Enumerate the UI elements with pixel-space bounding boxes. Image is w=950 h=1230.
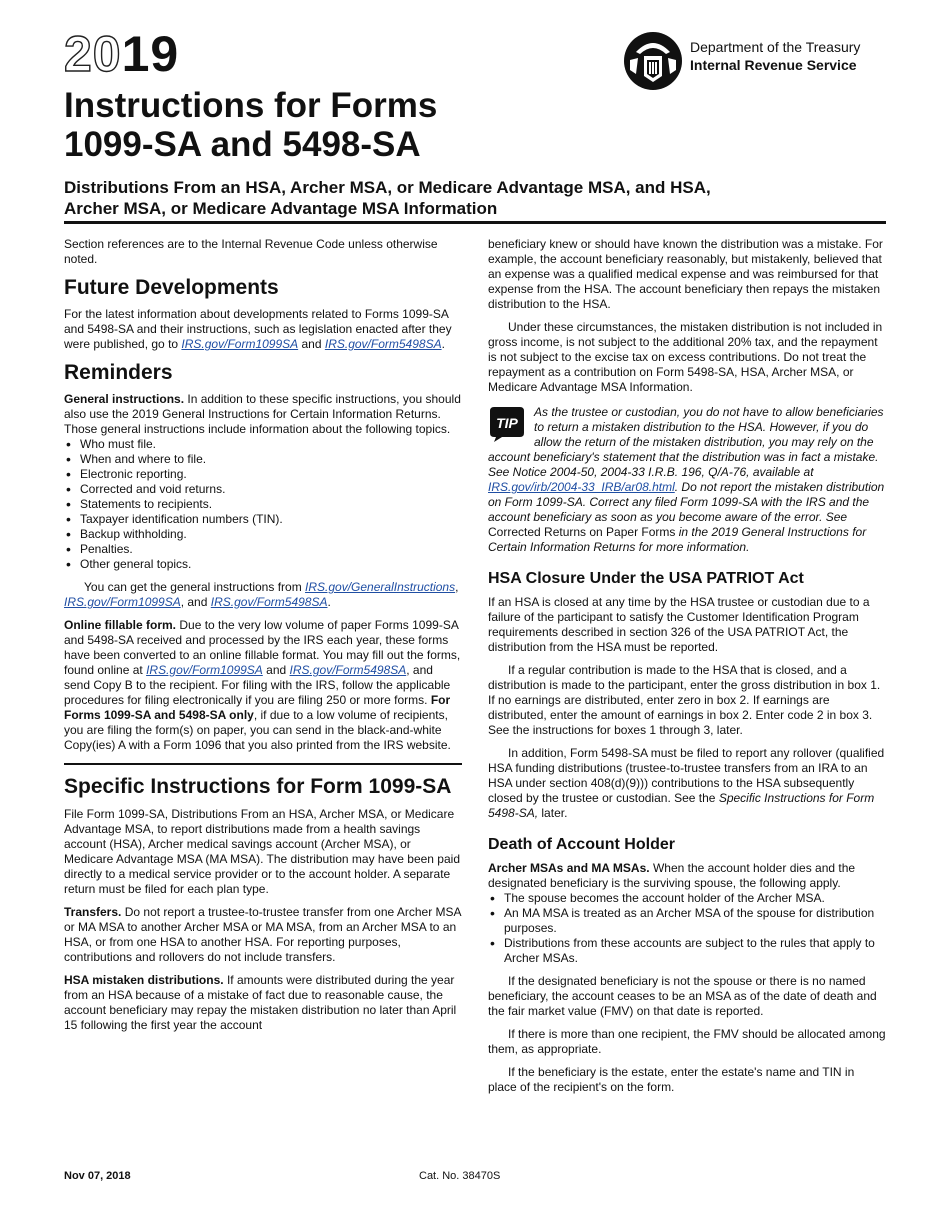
closure-paragraph-1: If an HSA is closed at any time by the HSA trustee or custodian due to a failure of the participant to satisfy the Customer Identification Program requirements described in section 326 of the USA PATRIOT Act, the distribution from the HSA must be reported.: [488, 595, 870, 654]
form-year: 2019: [64, 26, 180, 82]
list-item: • Electronic reporting.: [64, 467, 462, 482]
list-item: • Who must file.: [64, 437, 462, 452]
agency-irs: Internal Revenue Service: [690, 57, 857, 73]
list-item: • The spouse becomes the account holder of the Archer MSA.: [488, 891, 886, 906]
death-heading: Death of Account Holder: [488, 836, 675, 853]
reminders-heading: Reminders: [64, 361, 173, 384]
archer-list: [488, 891, 886, 966]
list-item: • Statements to recipients.: [64, 497, 462, 512]
multiple-recipients-paragraph: If there is more than one recipient, the FMV should be allocated among them, as appropriate.: [488, 1027, 886, 1056]
list-item: • Distributions from these accounts are subject to the rules that apply to Archer MSAs.: [488, 936, 886, 966]
tip-label: TIP: [496, 415, 518, 431]
list-item: • When and where to file.: [64, 452, 462, 467]
closure-paragraph-3: In addition, Form 5498-SA must be filed to report any rollover (qualified HSA funding distributions (trustee-to-trustee transfers from an IRA to an HSA under section 408(d)(9))) contributions to the HSA subsequently closed by the trustee or custodian. See the Specific Instructions for Form 5498-SA, later.: [488, 746, 885, 820]
form5498sa-link[interactable]: IRS.gov/Form5498SA: [324, 337, 442, 351]
page-title: Instructions for Forms 1099-SA and 5498-SA: [64, 86, 438, 164]
irs-eagle-logo-icon: [622, 30, 684, 92]
header-divider: [64, 221, 886, 224]
closure-heading: HSA Closure Under the USA PATRIOT Act: [488, 570, 804, 587]
intro-paragraph: Section references are to the Internal Revenue Code unless otherwise noted.: [64, 237, 438, 266]
footer-date: Nov 07, 2018: [64, 1170, 131, 1182]
archer-paragraph: Archer MSAs and MA MSAs. When the account holder dies and the designated beneficiary is the surviving spouse, the following apply.: [488, 861, 856, 890]
specific-instructions-heading: Specific Instructions for Form 1099-SA: [64, 763, 462, 801]
general-instructions-link[interactable]: IRS.gov/GeneralInstructions: [305, 580, 456, 594]
left-column: [64, 237, 462, 1041]
form5498sa-link[interactable]: IRS.gov/Form5498SA: [289, 663, 407, 677]
agency-block: [622, 30, 861, 97]
page-subtitle: Distributions From an HSA, Archer MSA, or Medicare Advantage MSA, and HSA, Archer MSA, or Medicare Advantage MSA Information: [64, 178, 711, 218]
agency-department: Department of the Treasury: [690, 39, 861, 55]
general-instructions-paragraph: General instructions. In addition to these specific instructions, you should also use the 2019 General Instructions for Certain Information Returns. Those general instructions include information about the following topics.: [64, 392, 461, 436]
right-column: [488, 237, 886, 1103]
irb-link[interactable]: IRS.gov/irb/2004-33_IRB/ar08.html: [488, 480, 675, 494]
form5498sa-link[interactable]: IRS.gov/Form5498SA: [210, 595, 328, 609]
list-item: • Taxpayer identification numbers (TIN).: [64, 512, 462, 527]
list-item: • Other general topics.: [64, 557, 462, 572]
estate-paragraph: If the beneficiary is the estate, enter the estate's name and TIN in place of the recipient's on the form.: [488, 1065, 855, 1094]
topics-list: [64, 437, 462, 572]
list-item: • An MA MSA is treated as an Archer MSA of the spouse for distribution purposes.: [488, 906, 886, 936]
list-item: • Backup withholding.: [64, 527, 462, 542]
tip-icon: [488, 405, 526, 443]
mistaken-distributions-paragraph: HSA mistaken distributions. If amounts were distributed during the year from an HSA because of a mistake of fact due to reasonable cause, the account beneficiary may repay the mistaken distribution no later than April 15 following the first year the account: [64, 973, 457, 1032]
future-developments-heading: Future Developments: [64, 276, 279, 299]
closure-paragraph-2: If a regular contribution is made to the HSA that is closed, and a distribution is made to the participant, enter the gross distribution in box 1. If no earnings are distributed, enter zero in box 2. If earnings are distributed, enter the amount of earnings in box 2. Enter code 2 in box 3. See the instructions for boxes 1 through 3, later.: [488, 663, 881, 737]
not-spouse-paragraph: If the designated beneficiary is not the spouse or there is no named beneficiary, the account ceases to be an MSA as of the date of death and the fair market value (FMV) on that date is reported.: [488, 974, 877, 1018]
specific-instructions-paragraph: File Form 1099-SA, Distributions From an HSA, Archer MSA, or Medicare Advantage MSA, to report distributions made from a health savings account (HSA), Archer medical savings account (Archer MSA), or Medicare Advantage MSA (MA MSA). The distribution may have been paid directly to a medical service provider or to the account holder. A separate return must be filed for each plan type.: [64, 807, 460, 896]
list-item: • Penalties.: [64, 542, 462, 557]
form1099sa-link[interactable]: IRS.gov/Form1099SA: [146, 663, 263, 677]
continued-paragraph: beneficiary knew or should have known the distribution was a mistake. For example, the account beneficiary reasonably, but mistakenly, believed that an expense was a qualified medical expense and was reimbursed for that expense from the HSA. The account beneficiary then repays the mistaken distribution to the HSA.: [488, 237, 883, 311]
online-fillable-paragraph: Online fillable form. Due to the very low volume of paper Forms 1099-SA and 5498-SA received and processed by the IRS each year, these forms have been converted to an online fillable format. You may fill out the forms, found online at IRS.gov/Form1099SA and IRS.gov/Form5498SA, and send Copy B to the recipient. For filing with the IRS, follow the applicable procedures for filing electronically if you are filing 250 or more forms. For Forms 1099-SA and 5498-SA only, if due to a low volume of recipients, you are filing the form(s) on paper, you can send in the black-and-white Copy(ies) A with a Form 1096 that you also printed from the IRS website.: [64, 618, 461, 752]
tip-box: TIP As the trustee or custodian, you do not have to allow beneficiaries to return a mistaken distribution to the HSA. However, if you do allow the return of the mistaken distribution, you may rely on the account beneficiary's statement that the distribution was in fact a mistake. See Notice 2004-50, 2004-33 I.R.B. 196, Q/A-76, available at IRS.gov/irb/2004-33_IRB/ar08.html. Do not report the mistaken distribution on Form 1099-SA. Correct any filed Form 1099-SA with the IRS and the account beneficiary as soon as you become aware of the error. See Corrected Returns on Paper Forms in the 2019 General Instructions for Certain Information Returns for more information.: [488, 405, 885, 554]
form1099sa-link[interactable]: IRS.gov/Form1099SA: [181, 337, 299, 351]
list-item: • Corrected and void returns.: [64, 482, 462, 497]
get-instructions-paragraph: You can get the general instructions from IRS.gov/GeneralInstructions, IRS.gov/Form1099SA, and IRS.gov/Form5498SA.: [64, 580, 459, 609]
footer-cat-number: Cat. No. 38470S: [419, 1170, 501, 1182]
transfers-paragraph: Transfers. Do not report a trustee-to-trustee transfer from one Archer MSA or MA MSA to another Archer MSA or MA MSA, from an Archer MSA to an HSA, or from one HSA to another HSA. For reporting purposes, contributions and rollovers do not include transfers.: [64, 905, 461, 964]
form1099sa-link[interactable]: IRS.gov/Form1099SA: [64, 595, 181, 609]
circumstances-paragraph: Under these circumstances, the mistaken distribution is not included in gross income, is not subject to the additional 20% tax, and the repayment is not subject to the excise tax on excess contributions. Do not treat the repayment as a contribution on Form 5498-SA, HSA, Archer MSA, or Medicare Advantage MSA Information.: [488, 320, 883, 394]
future-developments-paragraph: For the latest information about developments related to Forms 1099-SA and 5498-SA and their instructions, such as legislation enacted after they were published, go to IRS.gov/Form1099SA and IRS.gov/Form5498SA.: [64, 307, 452, 351]
